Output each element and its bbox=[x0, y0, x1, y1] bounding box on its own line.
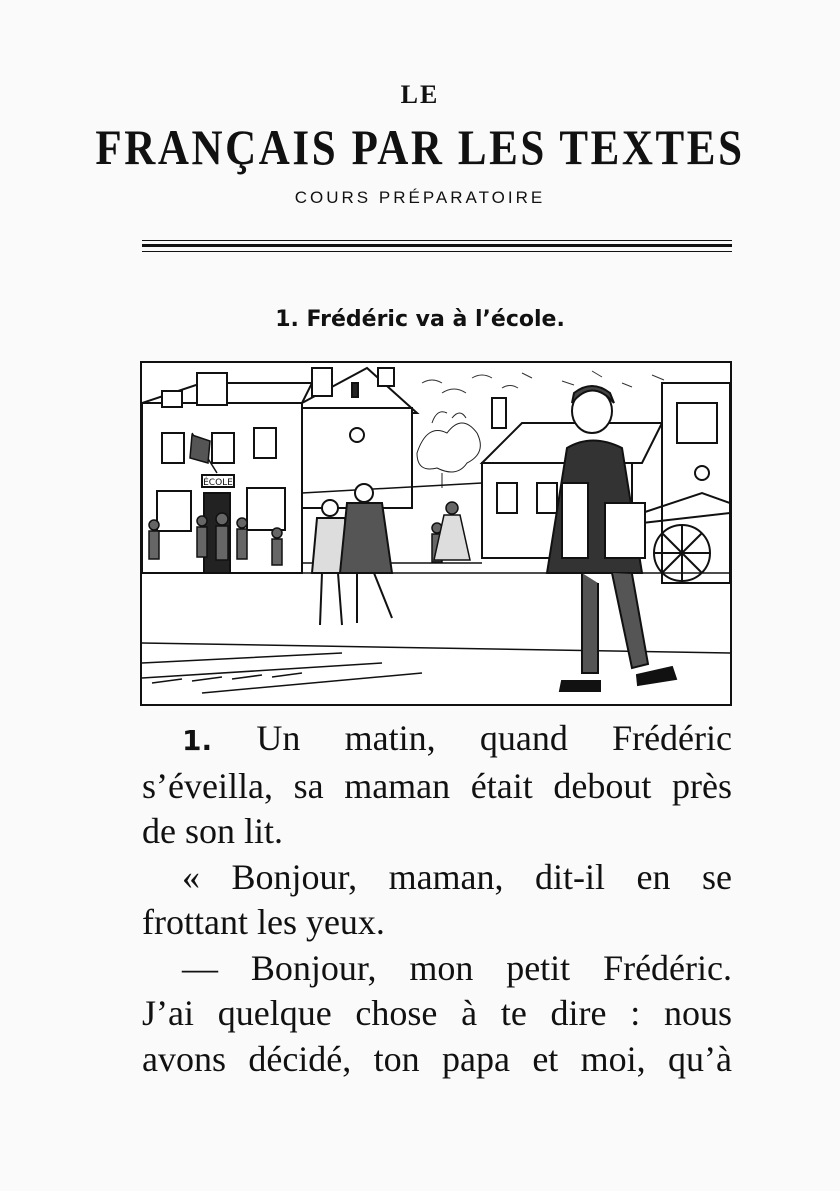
paragraph-3-line-3: avons décidé, ton papa et moi, qu’à bbox=[142, 1038, 732, 1079]
walking-boys bbox=[312, 484, 392, 625]
paragraph-1-line-3: de son lit. bbox=[142, 811, 283, 851]
school-sign: ÉCOLE bbox=[203, 478, 233, 488]
paragraph-1 bbox=[142, 716, 732, 855]
paragraph-3-line-1: — Bonjour, mon petit Frédéric. bbox=[182, 947, 732, 988]
header-rule-middle bbox=[142, 244, 732, 247]
paragraph-1-line-1 bbox=[142, 716, 732, 764]
paragraph-number: 1. bbox=[182, 724, 213, 757]
paragraph-3 bbox=[142, 946, 732, 1083]
paragraph-2-line-1: « Bonjour, maman, dit-il en se bbox=[182, 856, 732, 897]
book-subtitle: COURS PRÉPARATOIRE bbox=[294, 188, 546, 207]
header-rule-bottom bbox=[142, 251, 732, 252]
lesson-text bbox=[142, 716, 732, 1082]
paragraph-2 bbox=[142, 855, 732, 946]
illustration-drawing bbox=[142, 363, 730, 704]
paragraph-1-line-2: s’éveilla, sa maman était debout près bbox=[142, 765, 732, 806]
lesson-title: 1. Frédéric va à l’école. bbox=[275, 307, 565, 332]
trees bbox=[417, 412, 480, 488]
paragraph-2-line-2: frottant les yeux. bbox=[142, 902, 385, 942]
header-le: LE bbox=[400, 80, 440, 109]
paragraph-3-line-2: J’ai quelque chose à te dire : nous bbox=[142, 993, 732, 1033]
school-illustration bbox=[140, 361, 732, 706]
book-title: FRANÇAIS PAR LES TEXTES bbox=[95, 119, 745, 175]
paragraph-1-line-1-text: Un matin, quand Frédéric bbox=[256, 718, 732, 758]
header-rule-top bbox=[142, 240, 732, 241]
